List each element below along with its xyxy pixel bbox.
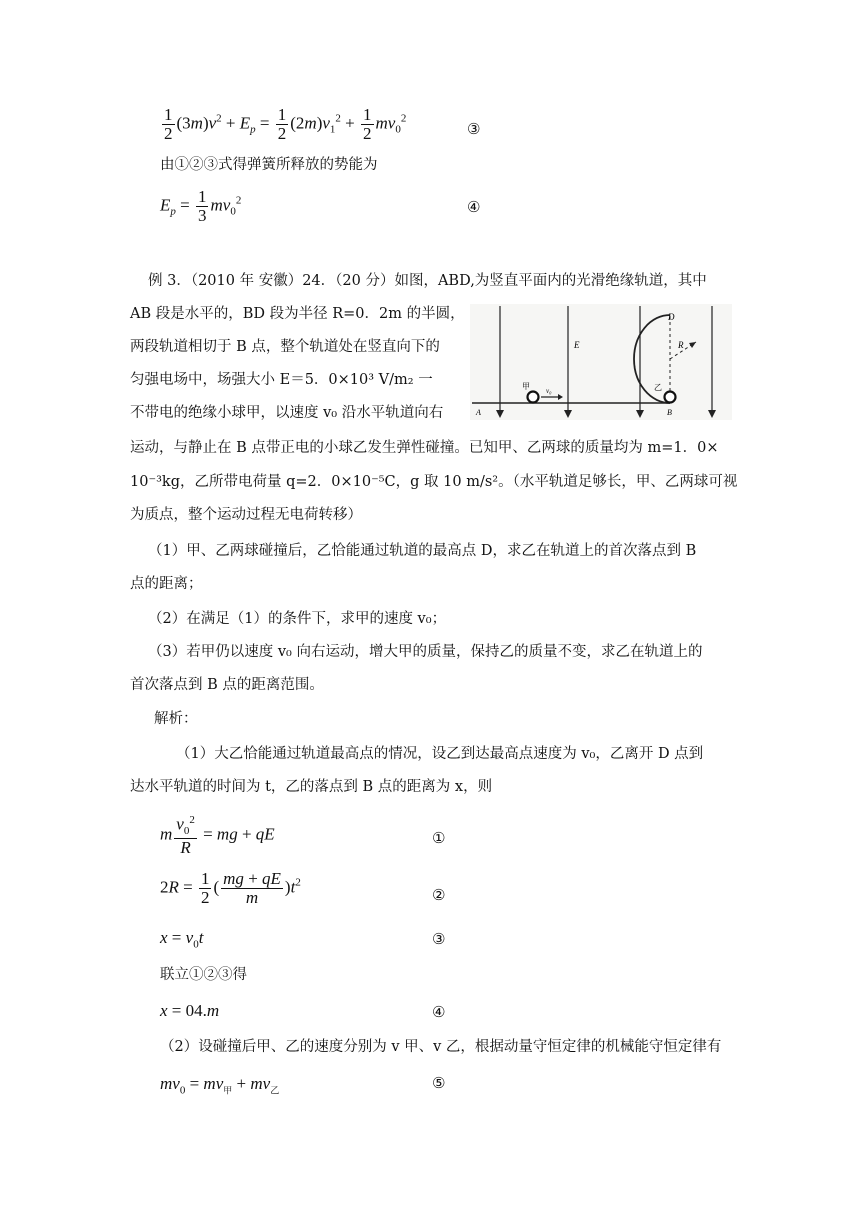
track-figure: [470, 304, 732, 420]
solution-heading: 解析：: [154, 711, 198, 727]
equation-number: ④: [467, 198, 481, 216]
potential-energy-equation: $E_p$ = $\frac{1}{3}$ $mv_0^2$: [160, 187, 242, 225]
ball-jia: [528, 392, 539, 403]
equation-2: 2R = $\frac{1}{2}$ ( $\frac{mg + qE}{m}$ )$t^2$: [160, 869, 301, 907]
question-2: （2）在满足（1）的条件下，求甲的速度 v₀；: [148, 611, 447, 627]
question-1-cont: 点的距离；: [130, 576, 203, 592]
equation-number: ②: [432, 886, 446, 904]
equation-3: $x = v_0t$: [160, 928, 204, 951]
equation-5: $mv_0 = mv_甲 + mv_乙$: [160, 1074, 280, 1097]
question-1: （1）甲、乙两球碰撞后，乙恰能通过轨道的最高点 D，求乙在轨道上的首次落点到 B: [148, 543, 697, 559]
label-v0: v₀: [546, 387, 552, 395]
energy-equation: $\frac{1}{2}$ $(3m)v^2 + E_p$ = $\frac{1}{2}$ $(2m)v_1^2$ + $\frac{1}{2}$ $mv_0^2$: [164, 105, 407, 143]
label-B: B: [667, 408, 672, 417]
solution-part-2: （2）设碰撞后甲、乙的速度分别为 v 甲、v 乙，根据动量守恒定律的机械能守恒定律有: [160, 1039, 722, 1055]
label-jia: 甲: [522, 382, 530, 391]
problem-line: 不带电的绝缘小球甲，以速度 v₀ 沿水平轨道向右: [130, 405, 444, 421]
intro-text: 由①②③式得弹簧所释放的势能为: [160, 157, 378, 173]
equation-number: ③: [432, 930, 446, 948]
solution-paragraph-cont: 达水平轨道的时间为 t，乙的落点到 B 点的距离为 x，则: [130, 779, 493, 795]
question-3: （3）若甲仍以速度 v₀ 向右运动，增大甲的质量，保持乙的质量不变，求乙在轨道上的: [148, 644, 703, 660]
problem-line: 两段轨道相切于 B 点，整个轨道处在竖直向下的: [130, 339, 440, 355]
problem-line: AB 段是水平的，BD 段为半径 R=0．2m 的半圆，: [130, 306, 465, 322]
problem-line: 10⁻³kg，乙所带电荷量 q=2．0×10⁻⁵C，g 取 10 m/s²。（水平轨道足够长，甲、乙两球可视: [130, 474, 738, 490]
equation-number: ⑤: [432, 1074, 446, 1092]
label-D: D: [668, 312, 675, 322]
label-R: R: [678, 340, 684, 350]
equation-4: x = 04.m: [160, 1001, 220, 1020]
equation-number: ③: [467, 120, 481, 138]
solution-paragraph: （1）大乙恰能通过轨道最高点的情况，设乙到达最高点速度为 v₀，乙离开 D 点到: [176, 746, 704, 762]
question-3-cont: 首次落点到 B 点的距离范围。: [130, 677, 324, 693]
label-yi: 乙: [654, 383, 662, 392]
problem-line: 例 3．（2010 年 安徽）24．（20 分）如图，ABD,为竖直平面内的光滑绝缘轨道，其中: [148, 273, 707, 289]
combine-text: 联立①②③得: [160, 967, 247, 983]
equation-number: ①: [432, 829, 446, 847]
problem-line: 为质点，整个运动过程无电荷转移）: [130, 507, 362, 523]
equation-number: ④: [432, 1003, 446, 1021]
problem-line: 匀强电场中，场强大小 E＝5．0×10³ V/m₂ 一: [130, 372, 433, 388]
equation-1: m $\frac{v_0^2}{R}$ = mg + qE: [160, 814, 275, 857]
problem-line: 运动，与静止在 B 点带正电的小球乙发生弹性碰撞。已知甲、乙两球的质量均为 m=1．0×: [130, 440, 719, 456]
label-A: A: [476, 408, 481, 417]
ball-yi: [665, 392, 676, 403]
label-E: E: [574, 340, 580, 350]
